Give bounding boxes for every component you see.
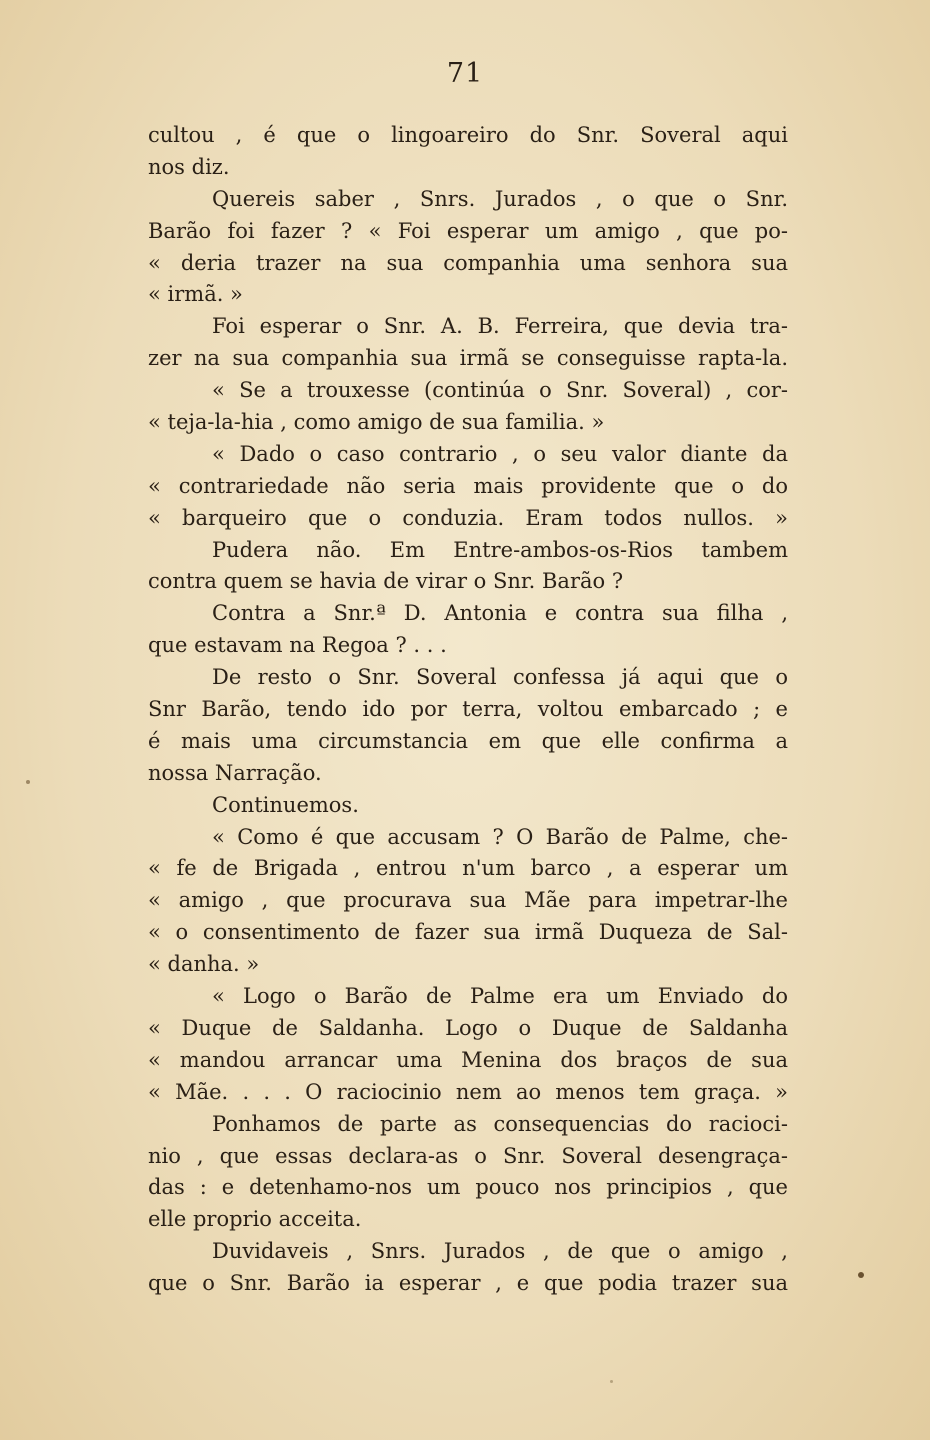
text-line: « Mãe. . . . O raciocinio nem ao menos tem graça. » — [148, 1079, 788, 1104]
text-line: Barão foi fazer ? « Foi esperar um amigo , que po- — [148, 218, 788, 243]
text-line: Pudera não. Em Entre-ambos-os-Rios tambem — [212, 537, 788, 562]
text-line: Continuemos. — [212, 792, 359, 817]
text-line: « teja-la-hia , como amigo de sua familia. » — [148, 410, 605, 435]
text-line: « irmã. » — [148, 282, 243, 307]
text-line: zer na sua companhia sua irmã se conseguisse rapta-la. — [148, 346, 788, 371]
text-line: elle proprio acceita. — [148, 1207, 362, 1232]
text-line: contra quem se havia de virar o Snr. Barão ? — [148, 569, 624, 594]
text-line: « danha. » — [148, 952, 260, 977]
text-line: cultou , é que o lingoareiro do Snr. Soveral aqui — [148, 123, 788, 147]
text-line: « barqueiro que o conduzia. Eram todos nullos. » — [148, 505, 788, 530]
text-line: « Dado o caso contrario , o seu valor diante da — [212, 441, 788, 466]
text-line: Quereis saber , Snrs. Jurados , o que o Snr. — [212, 186, 788, 211]
text-line: que estavam na Regoa ? . . . — [148, 633, 447, 658]
text-line: « amigo , que procurava sua Mãe para impetrar-lhe — [148, 888, 788, 913]
text-line: que o Snr. Barão ia esperar , e que podia trazer sua — [148, 1271, 788, 1296]
text-line: Duvidaveis , Snrs. Jurados , de que o amigo , — [212, 1239, 788, 1264]
ink-spot — [26, 780, 30, 784]
text-line: é mais uma circumstancia em que elle confirma a — [148, 728, 788, 753]
page-text — [148, 120, 788, 1300]
text-line: nossa Narração. — [148, 760, 322, 785]
text-line: « Como é que accusam ? O Barão de Palme, che- — [212, 824, 788, 849]
text-line: « Duque de Saldanha. Logo o Duque de Saldanha — [148, 1015, 788, 1040]
text-line: « deria trazer na sua companhia uma senhora sua — [148, 250, 788, 275]
text-line: « Se a trouxesse (continúa o Snr. Soveral) , cor- — [212, 378, 788, 403]
ink-spot — [858, 1272, 864, 1278]
text-line: « Logo o Barão de Palme era um Enviado do — [212, 984, 788, 1009]
text-line: Foi esperar o Snr. A. B. Ferreira, que devia tra- — [212, 314, 788, 339]
text-line: « mandou arrancar uma Menina dos braços de sua — [148, 1047, 788, 1072]
text-line: nio , que essas declara-as o Snr. Soveral desengraça- — [148, 1143, 788, 1168]
text-line: De resto o Snr. Soveral confessa já aqui que o — [212, 665, 788, 690]
text-line: Snr Barão, tendo ido por terra, voltou embarcado ; e — [148, 697, 788, 722]
page-number: 71 — [446, 58, 484, 89]
ink-spot — [610, 1380, 613, 1383]
text-line: das : e detenhamo-nos um pouco nos principios , que — [148, 1175, 788, 1200]
text-line: « fe de Brigada , entrou n'um barco , a esperar um — [148, 856, 788, 881]
text-line: Ponhamos de parte as consequencias do racioci- — [212, 1111, 788, 1136]
text-line: « o consentimento de fazer sua irmã Duqueza de Sal- — [148, 920, 788, 945]
text-line: nos diz. — [148, 154, 230, 179]
text-line: « contrariedade não seria mais providente que o do — [148, 473, 788, 498]
text-line: Contra a Snr.ª D. Antonia e contra sua filha , — [212, 601, 788, 626]
